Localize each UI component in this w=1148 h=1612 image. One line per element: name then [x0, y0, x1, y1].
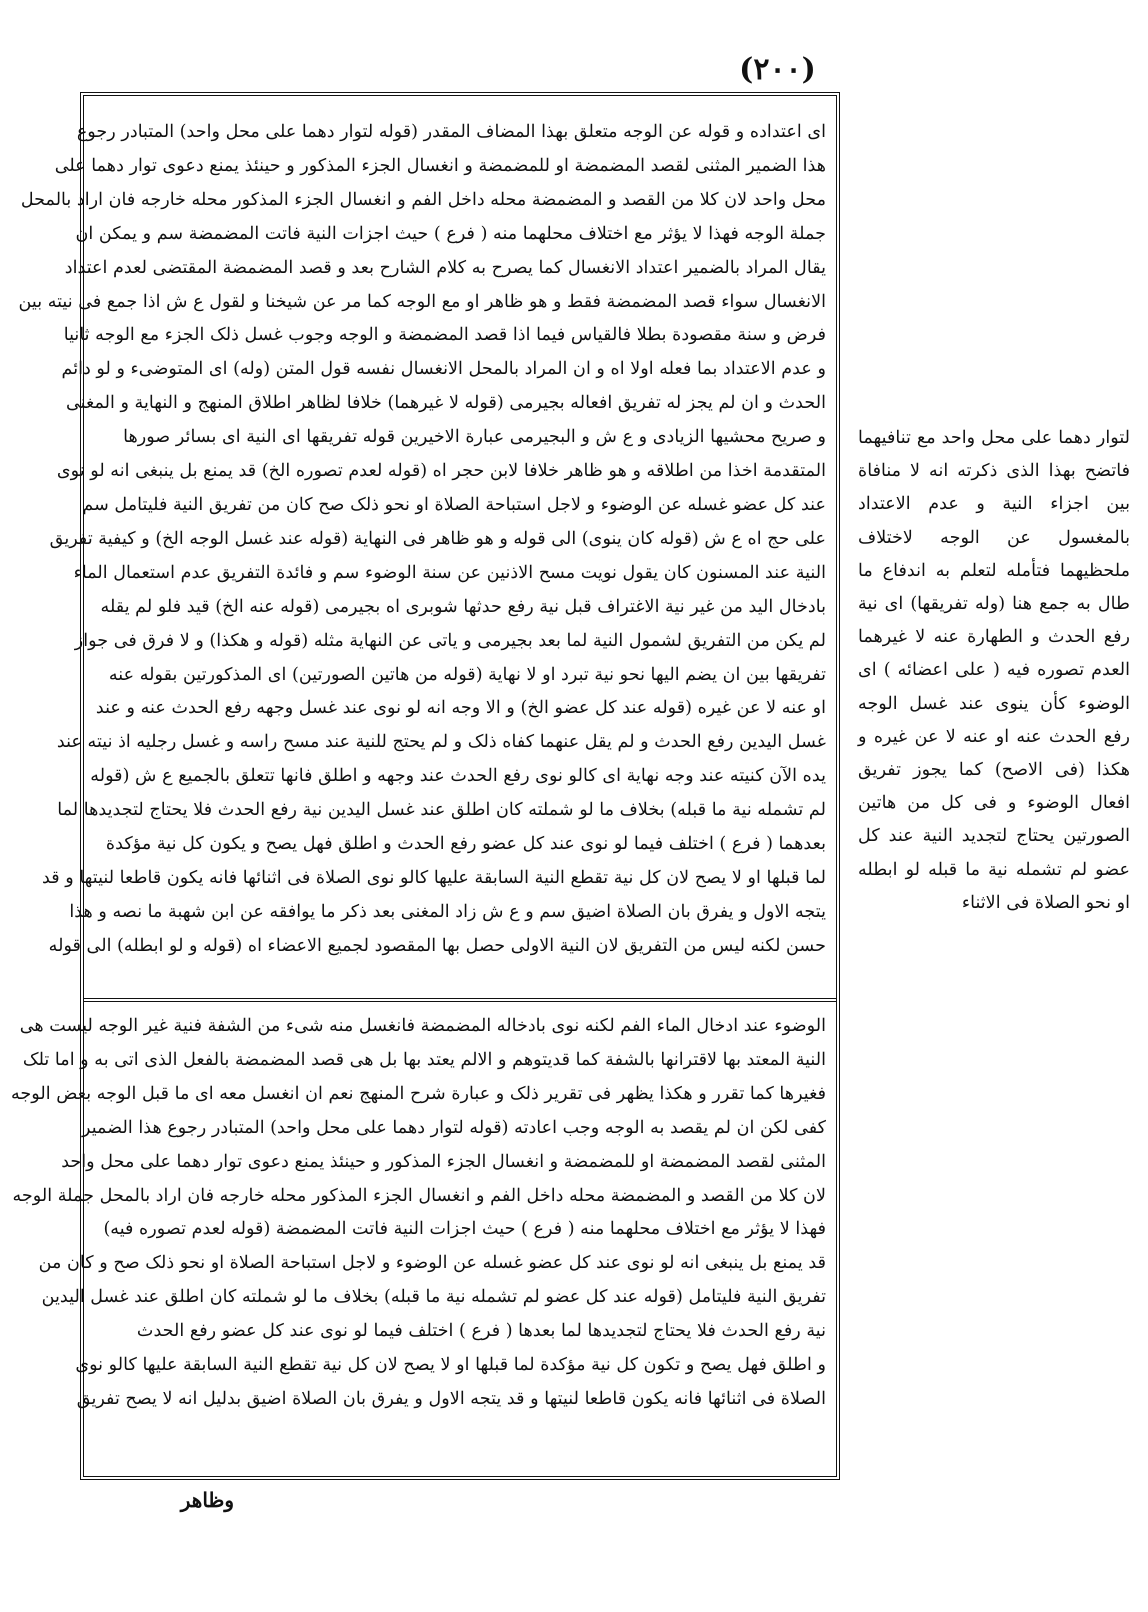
text-line: هذا الضمیر المثنی لقصد المضمضة او للمضمضة و انغسال الجزء المذکور و حینئذ یمنع دعوی توار دهما علی: [54, 155, 826, 176]
text-line: و صریح محشیها الزیادی و ع ش و البجیرمی عبارة الاخیرین قوله تفریقها ای النیة ای بسائر صورها: [123, 427, 826, 448]
text-line: یقال المراد بالضمیر اعتداد الانغسال کما یصرح به کلام الشارح بعد و قصد المضمضة المقتضی لعدم اعتداد: [64, 257, 826, 278]
margin-matn-text: لتوار دهما علی محل واحد مع تنافیهما فاتضح بهذا الذی ذکرته انه لا منافاة بین اجزاء النیة و عدم الاعتداد بالمغسول عن الوجه لاختلاف ملحظیهما فتأمله لتعلم به اندفاع ما طال به جمع هنا (وله تفریقها) ای نیة رفع الحدث و الطهارة عنه لا غیرهما العدم تصوره فیه ( علی اعضائه ) ای الوضوء کأن ینوی عند غسل الوجه رفع الحدث عنه او عنه لا عن غیره و هکذا (فی الاصح) کما یجوز تفریق افعال الوضوء و فی کل من هاتین الصورتین یحتاج لتجدید النیة عند کل عضو لم تشمله نیة ما قبله لو ابطله او نحو الصلاة فی الاثناء: [858, 428, 1130, 913]
text-line: النیة المعتد بها لاقترانها بالشفة کما قدیتوهم و الالم یعتد بها بل هی قصد المضمضة بالفعل الذی اتی به و اما تلک: [22, 1049, 826, 1070]
text-line: کفی لکن ان لم یقصد به الوجه وجب اعادته (قوله لتوار دهما علی محل واحد) المتبادر رجوع هذا الضمیر: [82, 1117, 826, 1138]
text-line: الانغسال سواء قصد المضمضة فقط و هو ظاهر او مع الوجه کما مر عن شیخنا و لقول ع ش اذا جمع فی نیته بین: [18, 291, 826, 312]
text-line: لم یکن من التفریق لشمول النیة لما بعد بجیرمی و یاتی عن النهایة مثله (قوله و هکذا) و لا فرق فی جواز: [74, 630, 826, 651]
text-line: و عدم الاعتداد بما فعله اولا اه و ان المراد بالمحل الانغسال نفسه قول المتن (وله) ای المتوضیء و لو دائم: [61, 359, 826, 380]
lower-commentary-text: [10, 1010, 826, 1476]
text-line: المتقدمة اخذا من اطلاقه و هو ظاهر خلافا لابن حجر اه (قوله لعدم تصوره الخ) قد یمنع بل ینبغی انه لو نوی: [56, 461, 826, 482]
text-line: علی حج اه ع ش (قوله کان ینوی) الی قوله و هو ظاهر فی النهایة (قوله عند غسل الوجه الخ) و کیفیة تفریق: [49, 528, 826, 549]
text-line: فغیرها کما تقرر و هکذا یظهر فی تقریر ذلک و عبارة شرح المنهج نعم ان انغسل معه ای ما قبل الوجه بعض الوجه: [10, 1083, 826, 1104]
text-line: عند کل عضو غسله عن الوضوء و لاجل استباحة الصلاة او نحو ذلک صح کان من تفریق النیة فلیتامل سم: [82, 494, 826, 515]
text-line: المثنی لقصد المضمضة او للمضمضة و انغسال الجزء المذکور و حینئذ یمنع دعوی توار دهما علی محل واحد: [61, 1151, 826, 1172]
text-line: تفریقها بین ان یضم الیها نحو نیة تبرد او لا نهایة (قوله من هاتین الصورتین) ای المذکورتین بقوله عنه: [108, 664, 826, 685]
text-line: قد یمنع بل ینبغی انه لو نوی عند کل عضو غسله عن الوضوء و لاجل استباحة الصلاة او نحو ذلک صح و کان من: [38, 1253, 826, 1274]
text-line: و اطلق فهل یصح و تکون کل نیة مؤکدة لما قبلها او لا یصح لان کل نیة تقطع النیة السابقة علیها کالو نوی: [75, 1355, 826, 1376]
text-frame: [10, 92, 840, 1480]
section-divider: [84, 998, 836, 1002]
catchword: وظاهر: [180, 1488, 234, 1512]
text-line: لما قبلها او لا یصح لان کل نیة تقطع النیة السابقة علیها کالو نوی الصلاة فی اثنائها فانه یکون قاطعا لنیتها و قد: [42, 867, 826, 888]
text-line: ای اعتداده و قوله عن الوجه متعلق بهذا المضاف المقدر (قوله لتوار دهما علی محل واحد) المتبادر رجوع: [76, 122, 826, 142]
main-commentary-text: [18, 116, 826, 991]
text-line: النیة عند المسنون کان یقول نویت مسح الاذنین عن سنة الوضوء سم و فائدة التفریق عدم استعمال الماء: [73, 562, 826, 583]
text-line: فهذا لا یؤثر مع اختلاف محلهما منه ( فرع ) حیث اجزات النیة فاتت المضمضة (قوله لعدم تصوره فیه): [103, 1219, 826, 1240]
text-line: فرض و سنة مقصودة بطلا فالقیاس فیما اذا قصد المضمضة و الوجه وجوب غسل ذلک الجزء مع الوجه ثانیا: [63, 325, 826, 346]
text-line: حسن لکنه لیس من التفریق لان النیة الاولی حصل بها المقصود لجمیع الاعضاء اه (قوله و لو ابطله) الی قوله: [48, 935, 826, 956]
text-line: او عنه لا عن غیره (قوله عند کل عضو الخ) و الا وجه انه لو نوی عند غسل وجهه رفع الحدث عنه و عند: [95, 698, 826, 719]
text-line: غسل الیدین رفع الحدث و لم یقل عنهما کفاه ذلک و لم یحتج للنیة عند مسح راسه و غسل رجلیه اذ نیته عند: [56, 732, 826, 753]
text-line: یتجه الاول و یفرق بان الصلاة اضیق سم و ع ش زاد المغنی بعد ذکر ما یوافقه عن ابن شهبة ما نصه و هذا: [69, 901, 826, 922]
text-line: لان کلا من القصد و المضمضة محله داخل الفم و انغسال الجزء المذکور محله خارجه فان اراد بالمحل جملة الوجه: [12, 1185, 826, 1206]
page-number: (۲۰۰): [739, 52, 816, 87]
text-line: الوضوء عند ادخال الماء الفم لکنه نوی بادخاله المضمضة فانغسل منه شیء من الشفة فنیة غیر الوجه لیست هی: [19, 1016, 826, 1036]
text-line: لم تشمله نیة ما قبله) بخلاف ما لو شملته کان اطلق عند غسل الیدین نیة رفع الحدث فلا یحتاج لتجدیدها لما: [57, 800, 826, 821]
text-line: نیة رفع الحدث فلا یحتاج لتجدیدها لما بعدها ( فرع ) اختلف فیما لو نوی عند کل عضو رفع الحدث: [136, 1321, 826, 1342]
text-line: محل واحد لان کلا من القصد و المضمضة محله داخل الفم و انغسال الجزء المذکور محله خارجه فان اراد بالمحل: [20, 189, 826, 210]
text-line: الصلاة فی اثنائها فانه یکون قاطعا لنیتها و قد یتجه الاول و یفرق بان الصلاة اضیق بدلیل انه لا یصح تفریق: [76, 1388, 826, 1409]
text-line: جملة الوجه فهذا لا یؤثر مع اختلاف محلهما منه ( فرع ) حیث اجزات النیة فاتت المضمضة سم و یمکن ان: [75, 223, 826, 244]
text-line: بعدهما ( فرع ) اختلف فیما لو نوی عند کل عضو رفع الحدث و اطلق فهل یصح و یکون کل نیة مؤکدة: [105, 834, 826, 855]
text-line: یده الآن کنیته عند وجه نهایة ای کالو نوی رفع الحدث عند وجهه و اطلق فانها تتعلق بالجمیع ع ش (قوله: [90, 766, 826, 787]
text-line: الحدث و ان لم یجز له تفریق افعاله بجیرمی (قوله لا غیرهما) خلافا لظاهر اطلاق المنهج و النهایة و المغنی: [66, 393, 826, 414]
text-line: بادخال الید من غیر نیة الاغتراف قبل نیة رفع حدثها شوبری اه بجیرمی (قوله عنه الخ) قید فلو لم یقله: [100, 596, 826, 617]
text-line: تفریق النیة فلیتامل (قوله عند کل عضو لم تشمله نیة ما قبله) بخلاف ما لو شملته کان اطلق عند غسل الیدین: [41, 1287, 826, 1308]
